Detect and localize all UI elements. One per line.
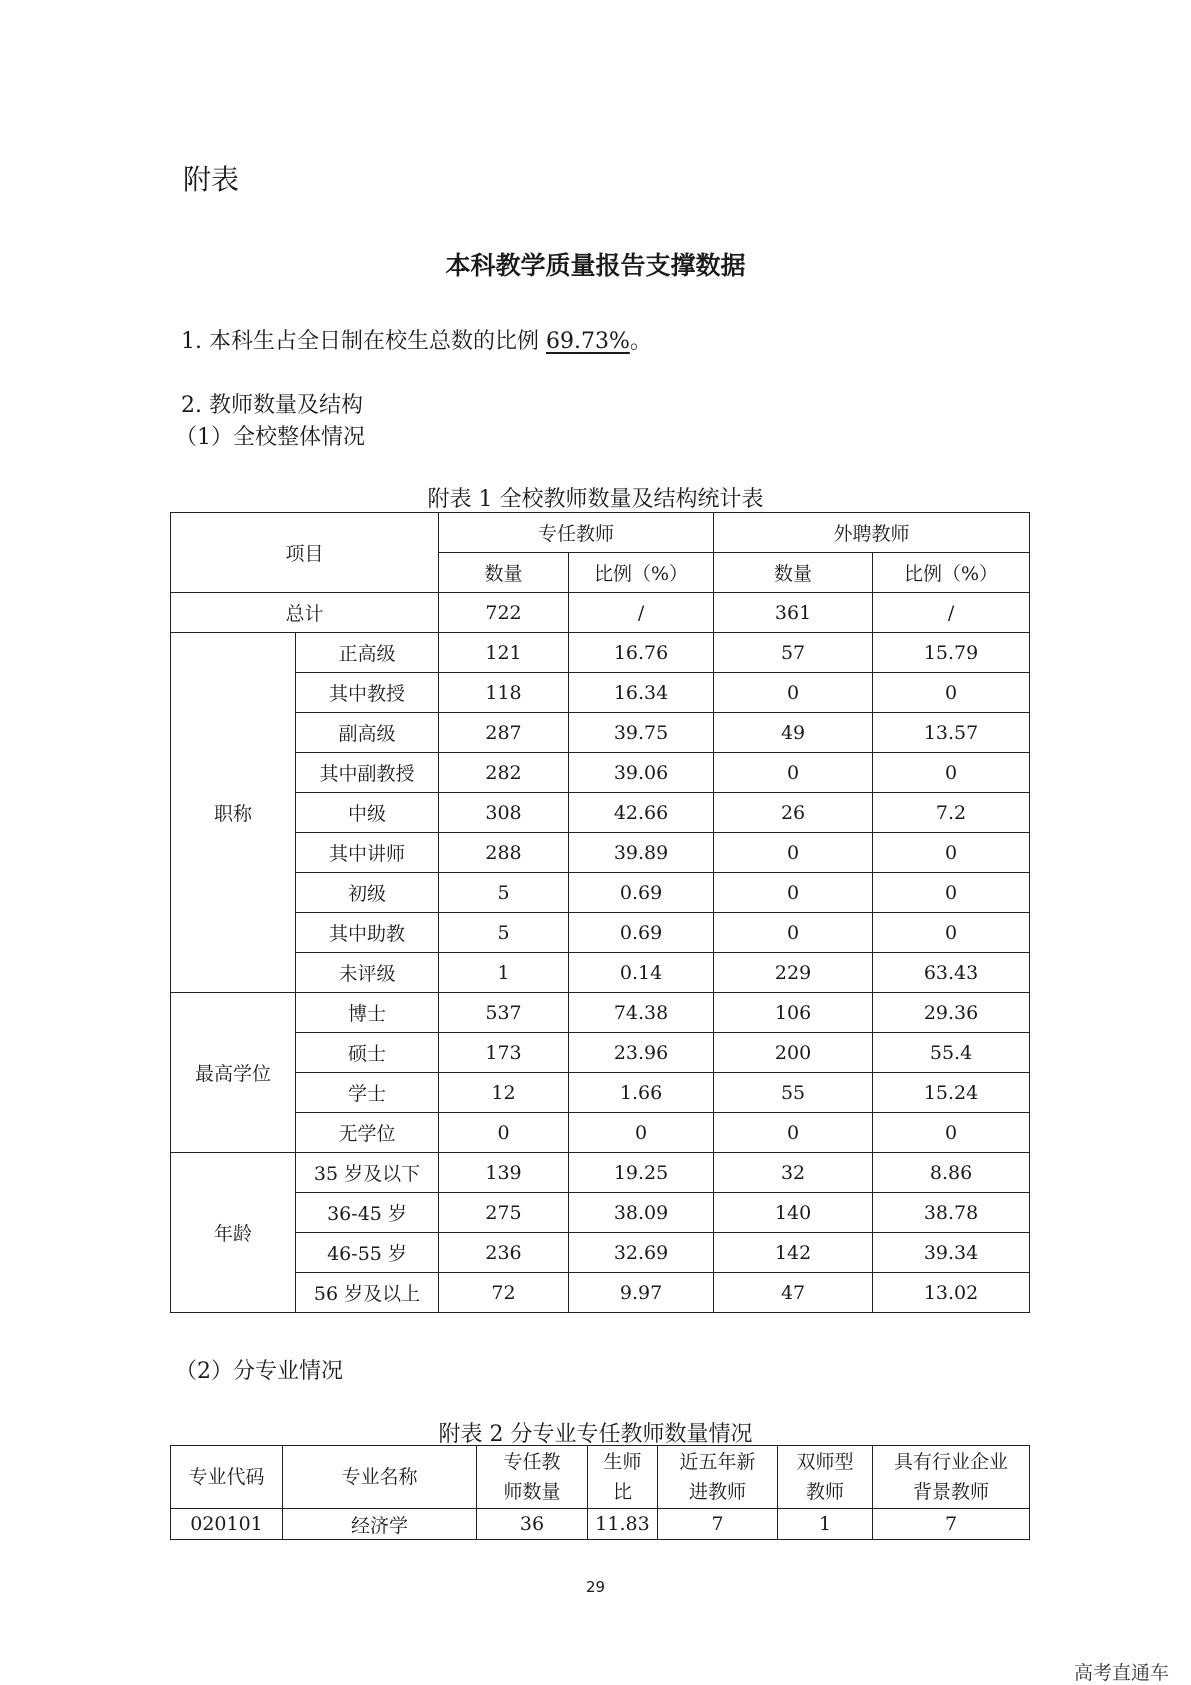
ft-count-cell: 275 (439, 1193, 569, 1233)
group-label: 职称 (171, 633, 296, 993)
ext-count-cell: 0 (714, 833, 873, 873)
total-label: 总计 (171, 593, 439, 633)
ft-ratio-cell: 19.25 (569, 1153, 714, 1193)
ext-ratio-cell: 55.4 (873, 1033, 1030, 1073)
ft-count-cell: 288 (439, 833, 569, 873)
ft-ratio-cell: 0.14 (569, 953, 714, 993)
document-title: 本科教学质量报告支撑数据 (445, 251, 746, 280)
header-external: 外聘教师 (714, 513, 1030, 553)
ext-ratio-cell: 0 (873, 753, 1030, 793)
header-line-2: 教师 (805, 1481, 844, 1503)
total-ft-count: 722 (439, 593, 569, 633)
header-line-2: 进教师 (688, 1481, 746, 1503)
header-ext-count: 数量 (714, 553, 873, 593)
ext-ratio-cell: 13.57 (873, 713, 1030, 753)
table-row (171, 633, 1030, 673)
row-label: 无学位 (296, 1113, 439, 1153)
ft-count-cell: 537 (439, 993, 569, 1033)
row-label: 46-55 岁 (296, 1233, 439, 1273)
table2-header-cell (477, 1446, 588, 1509)
undergrad-ratio-line (181, 324, 652, 355)
ext-count-cell: 200 (714, 1033, 873, 1073)
table2-header-cell (658, 1446, 778, 1509)
ext-count-cell: 140 (714, 1193, 873, 1233)
table-row (171, 833, 1030, 873)
ft-count-cell: 287 (439, 713, 569, 753)
ft-ratio-cell: 0.69 (569, 913, 714, 953)
table-row (171, 873, 1030, 913)
watermark-text: 高考直通车 (1073, 1662, 1169, 1684)
row-label: 未评级 (296, 953, 439, 993)
ext-ratio-cell: 38.78 (873, 1193, 1030, 1233)
group-label: 年龄 (171, 1153, 296, 1313)
row-label: 初级 (296, 873, 439, 913)
total-ext-ratio: / (873, 593, 1030, 633)
row-label: 副高级 (296, 713, 439, 753)
ext-count-cell: 0 (714, 873, 873, 913)
ft-ratio-cell: 38.09 (569, 1193, 714, 1233)
ext-ratio-cell: 7.2 (873, 793, 1030, 833)
header-line-1: 具有行业企业 (893, 1451, 1008, 1473)
table2-cell-teachers: 36 (477, 1509, 588, 1540)
row-label: 36-45 岁 (296, 1193, 439, 1233)
ft-count-cell: 173 (439, 1033, 569, 1073)
ext-ratio-cell: 8.86 (873, 1153, 1030, 1193)
header-ft-count: 数量 (439, 553, 569, 593)
ft-count-cell: 118 (439, 673, 569, 713)
ext-ratio-cell: 13.02 (873, 1273, 1030, 1313)
group-label: 最高学位 (171, 993, 296, 1153)
ext-count-cell: 142 (714, 1233, 873, 1273)
table2-cell-dual: 1 (778, 1509, 873, 1540)
ft-count-cell: 282 (439, 753, 569, 793)
ft-count-cell: 121 (439, 633, 569, 673)
ft-count-cell: 12 (439, 1073, 569, 1113)
row-label: 博士 (296, 993, 439, 1033)
table-header-row (171, 513, 1030, 553)
table2-header-cell (588, 1446, 658, 1509)
table-row (171, 1273, 1030, 1313)
undergrad-ratio-value: 69.73% (545, 329, 630, 354)
table2-header-cell (283, 1446, 477, 1509)
table2-header-row (171, 1446, 1030, 1509)
table2-cell-industry: 7 (873, 1509, 1030, 1540)
table-row (171, 993, 1030, 1033)
row-label: 学士 (296, 1073, 439, 1113)
subsection-heading-overall: （1）全校整体情况 (175, 425, 365, 450)
ft-ratio-cell: 0.69 (569, 873, 714, 913)
ft-ratio-cell: 42.66 (569, 793, 714, 833)
header-line-1: 专业名称 (341, 1466, 418, 1488)
ext-count-cell: 0 (714, 1113, 873, 1153)
row-label: 其中讲师 (296, 833, 439, 873)
section-heading-teachers: 2. 教师数量及结构 (181, 393, 363, 418)
table-row-total (171, 593, 1030, 633)
table-row (171, 673, 1030, 713)
ft-ratio-cell: 32.69 (569, 1233, 714, 1273)
table2-cell-new: 7 (658, 1509, 778, 1540)
ext-count-cell: 47 (714, 1273, 873, 1313)
table-row (171, 1113, 1030, 1153)
table-row (171, 1033, 1030, 1073)
table2-caption: 附表 2 分专业专任教师数量情况 (438, 1422, 753, 1447)
header-line-1: 专业代码 (188, 1466, 265, 1488)
header-item: 项目 (171, 513, 439, 593)
table-row (171, 793, 1030, 833)
ext-count-cell: 49 (714, 713, 873, 753)
ext-count-cell: 0 (714, 913, 873, 953)
ext-ratio-cell: 63.43 (873, 953, 1030, 993)
table2-cell-name: 经济学 (283, 1509, 477, 1540)
table2-cell-ratio: 11.83 (588, 1509, 658, 1540)
ext-ratio-cell: 0 (873, 873, 1030, 913)
table2-header-cell (171, 1446, 283, 1509)
ft-ratio-cell: 9.97 (569, 1273, 714, 1313)
page-number: 29 (585, 1578, 606, 1596)
ext-ratio-cell: 15.79 (873, 633, 1030, 673)
ext-count-cell: 0 (714, 673, 873, 713)
ext-ratio-cell: 0 (873, 1113, 1030, 1153)
table2-header-cell (873, 1446, 1030, 1509)
ft-ratio-cell: 16.76 (569, 633, 714, 673)
table-row (171, 1153, 1030, 1193)
table-row (171, 1073, 1030, 1113)
ft-count-cell: 5 (439, 873, 569, 913)
total-ft-ratio: / (569, 593, 714, 633)
ft-count-cell: 1 (439, 953, 569, 993)
row-label: 35 岁及以下 (296, 1153, 439, 1193)
ft-count-cell: 72 (439, 1273, 569, 1313)
ft-ratio-cell: 23.96 (569, 1033, 714, 1073)
header-line-2: 背景教师 (912, 1481, 989, 1503)
ft-ratio-cell: 39.06 (569, 753, 714, 793)
appendix-heading: 附表 (183, 163, 240, 196)
row-label: 56 岁及以上 (296, 1273, 439, 1313)
table-row (171, 753, 1030, 793)
row-label: 其中教授 (296, 673, 439, 713)
row-label: 其中副教授 (296, 753, 439, 793)
teacher-structure-table (170, 512, 1030, 1313)
ext-ratio-cell: 0 (873, 913, 1030, 953)
ext-count-cell: 57 (714, 633, 873, 673)
ext-count-cell: 32 (714, 1153, 873, 1193)
header-ext-ratio: 比例（%） (873, 553, 1030, 593)
table1-caption: 附表 1 全校教师数量及结构统计表 (427, 487, 764, 512)
header-line-1: 生师 (603, 1451, 642, 1473)
header-line-2: 师数量 (503, 1481, 561, 1503)
ft-count-cell: 0 (439, 1113, 569, 1153)
ft-ratio-cell: 39.89 (569, 833, 714, 873)
table-row (171, 913, 1030, 953)
header-line-2: 比 (612, 1481, 632, 1503)
header-line-1: 近五年新 (679, 1451, 756, 1473)
header-line-1: 专任教 (503, 1451, 561, 1473)
header-ft-ratio: 比例（%） (569, 553, 714, 593)
header-line-1: 双师型 (796, 1451, 854, 1473)
ft-ratio-cell: 74.38 (569, 993, 714, 1033)
ft-ratio-cell: 1.66 (569, 1073, 714, 1113)
table2-header-cell (778, 1446, 873, 1509)
ft-count-cell: 139 (439, 1153, 569, 1193)
ft-ratio-cell: 0 (569, 1113, 714, 1153)
ext-ratio-cell: 39.34 (873, 1233, 1030, 1273)
undergrad-ratio-prefix: 1. 本科生占全日制在校生总数的比例 (181, 329, 546, 354)
row-label: 其中助教 (296, 913, 439, 953)
ext-ratio-cell: 29.36 (873, 993, 1030, 1033)
row-label: 硕士 (296, 1033, 439, 1073)
ext-count-cell: 106 (714, 993, 873, 1033)
ft-ratio-cell: 16.34 (569, 673, 714, 713)
ext-ratio-cell: 0 (873, 673, 1030, 713)
ft-count-cell: 308 (439, 793, 569, 833)
ext-ratio-cell: 0 (873, 833, 1030, 873)
ext-count-cell: 229 (714, 953, 873, 993)
ft-ratio-cell: 39.75 (569, 713, 714, 753)
total-ext-count: 361 (714, 593, 873, 633)
table-row (171, 953, 1030, 993)
ext-count-cell: 26 (714, 793, 873, 833)
table2-cell-code: 020101 (171, 1509, 283, 1540)
row-label: 正高级 (296, 633, 439, 673)
undergrad-ratio-suffix: 。 (629, 329, 652, 354)
ext-ratio-cell: 15.24 (873, 1073, 1030, 1113)
table-row (171, 1233, 1030, 1273)
header-fulltime: 专任教师 (439, 513, 714, 553)
table-row (171, 1193, 1030, 1233)
subsection-heading-by-major: （2）分专业情况 (175, 1359, 343, 1384)
ft-count-cell: 5 (439, 913, 569, 953)
major-teacher-table (170, 1445, 1030, 1540)
row-label: 中级 (296, 793, 439, 833)
ft-count-cell: 236 (439, 1233, 569, 1273)
table-row (171, 713, 1030, 753)
ext-count-cell: 55 (714, 1073, 873, 1113)
ext-count-cell: 0 (714, 753, 873, 793)
table2-row (171, 1509, 1030, 1540)
